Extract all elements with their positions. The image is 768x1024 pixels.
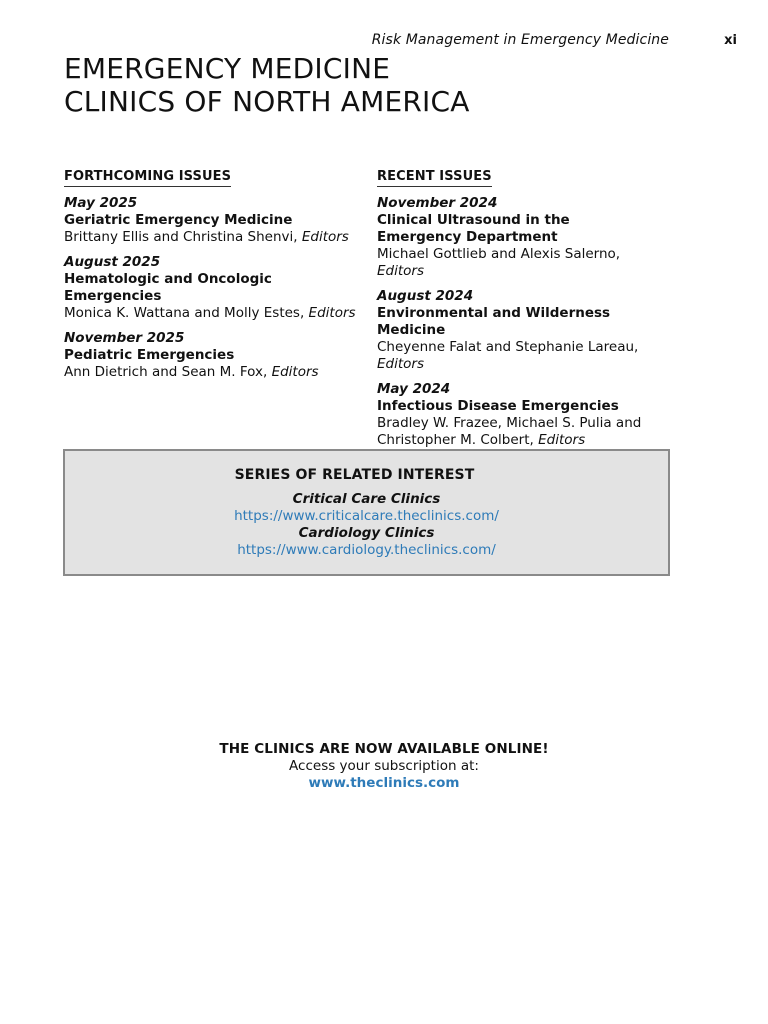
forthcoming-issues [64, 168, 364, 389]
recent-issues [377, 168, 677, 457]
issue-editors [64, 229, 364, 246]
recent-heading: RECENT ISSUES [377, 168, 492, 187]
issue-editor-names: Michael Gottlieb and Alexis Salerno, [377, 246, 621, 262]
issue-editor-names: Bradley W. Frazee, Michael S. Pulia and Christopher M. Colbert, [377, 415, 642, 448]
issue-date: May 2025 [64, 195, 138, 211]
related-heading: SERIES OF RELATED INTEREST [234, 467, 475, 483]
journal-title-line2: CLINICS OF NORTH AMERICA [64, 85, 470, 118]
editors-label: Editors [271, 364, 319, 380]
issue-title: Infectious Disease Emergencies [377, 398, 619, 414]
issue-editor-names: Ann Dietrich and Sean M. Fox, [64, 364, 268, 380]
issue-editors [377, 415, 662, 449]
issue-editors [64, 364, 364, 381]
issue-editors [377, 339, 677, 373]
running-head [0, 32, 768, 52]
related-journal-name: Critical Care Clinics [292, 491, 441, 507]
issue-editors [64, 305, 364, 322]
forthcoming-heading: FORTHCOMING ISSUES [64, 168, 231, 187]
editors-label: Editors [377, 356, 424, 372]
editors-label: Editors [538, 432, 586, 448]
related-journal-name: Cardiology Clinics [298, 525, 435, 541]
journal-title [64, 52, 470, 118]
recent-issue [377, 381, 677, 449]
online-link[interactable]: www.theclinics.com [308, 775, 460, 791]
issue-date: November 2024 [377, 195, 498, 211]
editors-label: Editors [301, 229, 349, 245]
issue-title: Environmental and Wilderness Medicine [377, 305, 611, 338]
issue-editor-names: Cheyenne Falat and Stephanie Lareau, [377, 339, 639, 355]
forthcoming-issue [64, 195, 364, 246]
forthcoming-issue [64, 254, 364, 322]
issue-title: Pediatric Emergencies [64, 347, 235, 363]
issue-editor-names: Monica K. Wattana and Molly Estes, [64, 305, 305, 321]
issue-date: November 2025 [64, 330, 185, 346]
issue-title: Clinical Ultrasound in the Emergency Department [377, 212, 570, 245]
issue-editors [377, 246, 677, 280]
editors-label: Editors [377, 263, 424, 279]
issue-editor-names: Brittany Ellis and Christina Shenvi, [64, 229, 298, 245]
page-number: xi [724, 33, 737, 48]
issue-date: August 2025 [64, 254, 161, 270]
forthcoming-issue [64, 330, 364, 381]
online-subtext: Access your subscription at: [289, 758, 479, 774]
issue-date: May 2024 [377, 381, 451, 397]
running-title: Risk Management in Emergency Medicine [371, 32, 669, 48]
online-heading: THE CLINICS ARE NOW AVAILABLE ONLINE! [219, 741, 549, 757]
issue-title: Hematologic and Oncologic Emergencies [64, 271, 272, 304]
journal-title-line1: EMERGENCY MEDICINE [64, 52, 391, 85]
issue-date: August 2024 [377, 288, 474, 304]
related-journal-link[interactable]: https://www.criticalcare.theclinics.com/ [234, 508, 499, 524]
editors-label: Editors [308, 305, 356, 321]
related-journal-link[interactable]: https://www.cardiology.theclinics.com/ [237, 542, 496, 558]
online-notice [0, 741, 768, 792]
recent-issue [377, 195, 677, 280]
recent-issue [377, 288, 677, 373]
related-interest-box [63, 449, 670, 576]
issue-title: Geriatric Emergency Medicine [64, 212, 293, 228]
